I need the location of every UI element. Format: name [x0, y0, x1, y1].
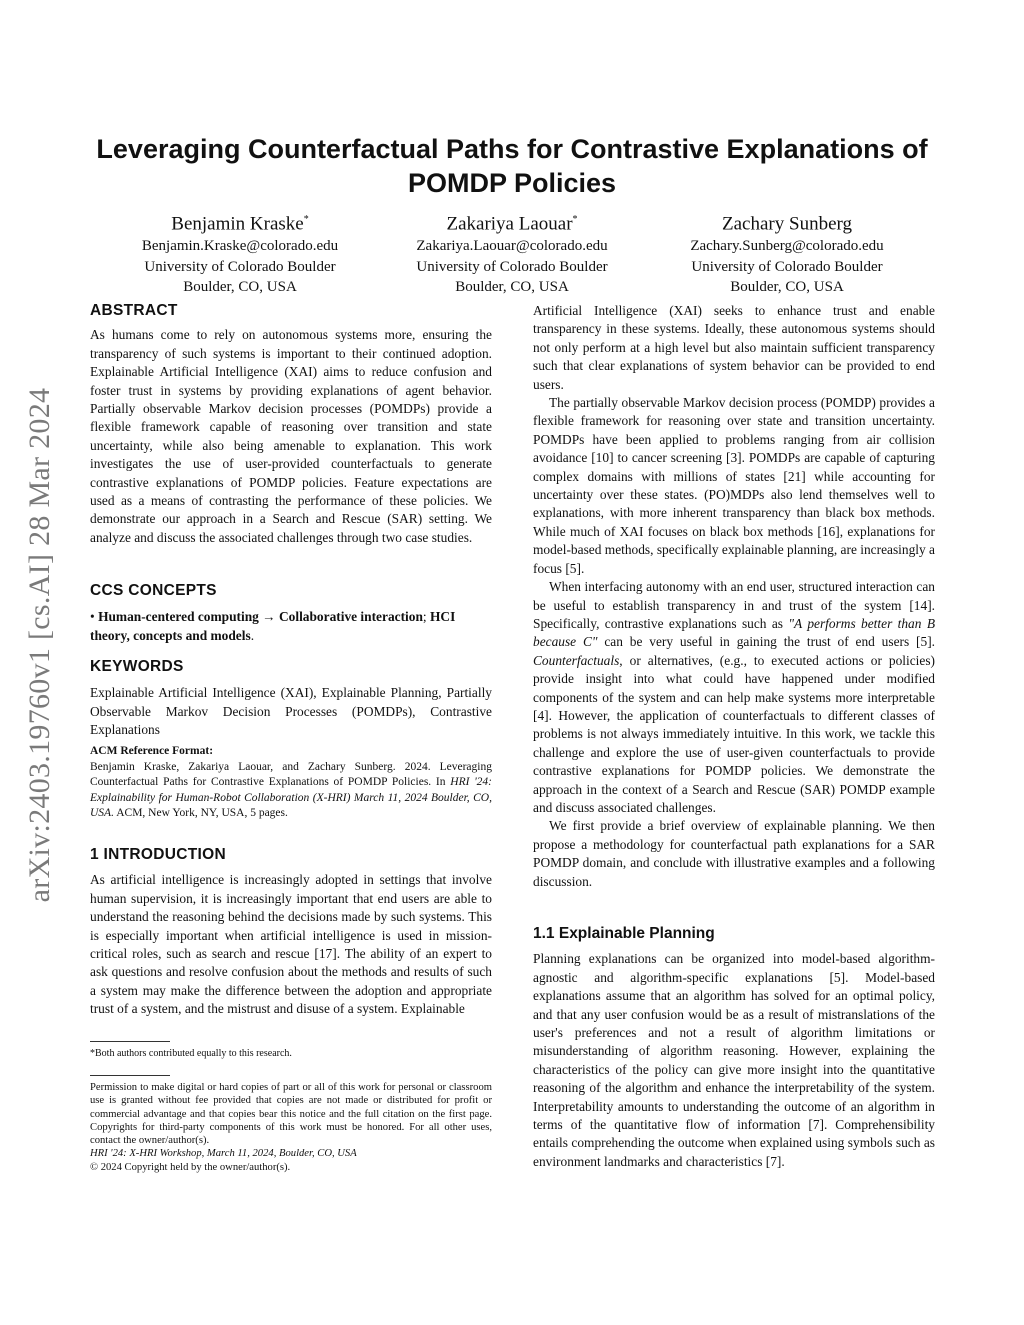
- right-paragraph-1: Artificial Intelligence (XAI) seeks to enhance trust and enable transparency in these systems. Ideally, these autonomous systems should not only perform at a high level but also maintain sufficient transparency such that clear explanations of system behavior can be provided to end users.: [533, 303, 935, 392]
- right-paragraph-4: We first provide a brief overview of explainable planning. We then propose a methodology for counterfactual path explanations for a SAR POMDP domain, and conclude with illustrative examples and a following discussion.: [533, 818, 935, 889]
- author-email: Zachary.Sunberg@colorado.edu: [690, 238, 884, 255]
- abstract-text: As humans come to rely on autonomous systems more, ensuring the transparency of such systems is important to their continued adoption. Explainable Artificial Intelligence (XAI) aims to reduce confusion and foster trust in systems by providing explanations of agent behavior. Partially observable Markov decision processes (POMDPs) provide a flexible framework capable of reasoning over transition and state uncertainty, while also being amenable to explanation. This work investigates the use of user-provided counterfactuals to generate contrastive explanations of POMDP policies. Feature expectations are used as a means of contrasting the performance of these policies. We demonstrate our approach in a Search and Rescue (SAR) setting. We analyze and discuss the associated challenges through two case studies.: [90, 327, 492, 545]
- acm-reference-heading: ACM Reference Format:: [90, 745, 214, 757]
- right-paragraph-3: When interfacing autonomy with an end user, structured interaction can be useful to establish transparency in and trust of the system [14]. Specifically, contrastive explanations such as "A performs better than B because C" can be very useful in gaining the trust of end users [5]. Counterfactuals, or alternatives, (e.g., to executed actions or policies) provide insight into what could have happened under modified components of the system and can help make systems more interpretable [4]. However, the application of counterfactuals to different classes of problems is not always immediately intuitive. In this work, we tackle this challenge and explore the use of user-given counterfactuals to provide contrastive explanations for POMDP policies. We demonstrate the approach in the context of a Search and Rescue (SAR) POMDP example and discuss associated challenges.: [533, 579, 935, 815]
- author-location: Boulder, CO, USA: [730, 279, 844, 296]
- footnote-area: [90, 1041, 492, 1062]
- left-column: [90, 302, 492, 1302]
- permission-block: [90, 1075, 492, 1174]
- right-column: [533, 302, 935, 1302]
- footnote-rule: [90, 1041, 170, 1042]
- ccs-section: [90, 582, 492, 645]
- introduction-heading: 1 INTRODUCTION: [90, 846, 226, 863]
- intro-continued: [533, 302, 935, 891]
- subsection-heading: 1.1 Explainable Planning: [533, 925, 715, 942]
- author-mark: *: [303, 214, 309, 225]
- arxiv-stamp: arXiv:2403.19760v1 [cs.AI] 28 Mar 2024: [23, 387, 56, 903]
- introduction-section: [90, 846, 492, 1019]
- author-affiliation: University of Colorado Boulder: [416, 258, 608, 275]
- author-email: Zakariya.Laouar@colorado.edu: [416, 238, 608, 255]
- keywords-heading: KEYWORDS: [90, 658, 184, 675]
- ccs-text: • Human-centered computing → Collaborative interaction; HCI theory, concepts and models.: [90, 609, 456, 643]
- author-name: Benjamin Kraske: [171, 213, 304, 235]
- title-line-1: Leveraging Counterfactual Paths for Contrastive Explanations of: [96, 134, 928, 164]
- introduction-paragraph: As artificial intelligence is increasingly adopted in settings that involve human supervision, it is increasingly important that end users are able to understand the reasoning behind the decisions made by such systems. This is especially important when artificial intelligence is used in mission-critical roles, such as search and rescue [17]. The ability of an expert to ask questions and resolve confusion about the methods and results of such a system may make the difference between the adoption and appropriate trust of a system, and the mistrust and disuse of a system. Explainable: [90, 872, 492, 1017]
- author-3: [637, 208, 937, 298]
- title-line-2: POMDP Policies: [407, 168, 617, 198]
- author-affiliation: University of Colorado Boulder: [691, 258, 883, 275]
- author-name: Zachary Sunberg: [722, 213, 852, 235]
- author-email: Benjamin.Kraske@colorado.edu: [141, 238, 339, 255]
- footnote-text: *Both authors contributed equally to this research.: [90, 1048, 292, 1059]
- abstract-section: [90, 302, 492, 547]
- right-paragraph-2: The partially observable Markov decision process (POMDP) provides a flexible framework for reasoning over state and transition uncertainty. POMDPs have been applied to problems ranging from air collision avoidance [10] to cancer screening [3]. POMDPs are capable of capturing complex domains with millions of states [21] while accounting for uncertainty over these states. (PO)MDPs also lend themselves well to explanations, with more inherent transparency than black box methods. While much of XAI focuses on black box methods [16], explanations for model-based methods, specifically explainable planning, are increasingly a focus [5].: [533, 395, 935, 576]
- copyright-text: © 2024 Copyright held by the owner/author(s).: [90, 1161, 291, 1173]
- explainable-planning-section: [533, 925, 935, 1171]
- permission-venue: HRI '24: X-HRI Workshop, March 11, 2024, Boulder, CO, USA: [90, 1148, 357, 1160]
- paper-title: [80, 132, 944, 200]
- author-affiliation: University of Colorado Boulder: [144, 258, 336, 275]
- keywords-section: [90, 658, 492, 740]
- author-name: Zakariya Laouar: [446, 213, 573, 235]
- acm-reference: [90, 744, 492, 822]
- ccs-heading: CCS CONCEPTS: [90, 582, 217, 599]
- author-2: [362, 208, 662, 298]
- permission-rule: [90, 1075, 170, 1076]
- abstract-heading: ABSTRACT: [90, 302, 178, 319]
- author-location: Boulder, CO, USA: [183, 279, 297, 296]
- acm-reference-text: Benjamin Kraske, Zakariya Laouar, and Zachary Sunberg. 2024. Leveraging Counterfactual Paths for Contrastive Explanations of POMDP Policies. In HRI '24: Explainability for Human-Robot Collaboration (X-HRI) March 11, 2024 Boulder, CO, USA. ACM, New York, NY, USA, 5 pages.: [90, 760, 493, 820]
- author-mark: *: [572, 214, 578, 225]
- author-1: [90, 208, 390, 298]
- permission-text: Permission to make digital or hard copies of part or all of this work for personal or classroom use is granted without fee provided that copies are not made or distributed for profit or commercial advantage and that copies bear this notice and the full citation on the first page. Copyrights for third-party components of this work must be honored. For all other uses, contact the owner/author(s).: [90, 1082, 492, 1147]
- keywords-text: Explainable Artificial Intelligence (XAI), Explainable Planning, Partially Observable Markov Decision Processes (POMDPs), Contrastive Explanations: [90, 685, 492, 738]
- author-location: Boulder, CO, USA: [455, 279, 569, 296]
- explainable-planning-paragraph: Planning explanations can be organized into model-based algorithm-agnostic and algorithm-specific explanations [5]. Model-based explanations assume that an algorithm has solved for an optimal policy, and that any user confusion would be as a result of mistranslations of the user's preferences and not a result of algorithm limitations or misunderstanding of algorithm reasoning. However, explaining the characteristics of the policy can give more insight into the quantitative reasoning of the algorithm and enhance the interpretability of the system. Interpretability amounts to understanding the outcome of an algorithm in terms of the quantitative flow of information [7]. Comprehensibility entails comprehending the outcome when explained using symbols such as environment landmarks and characteristics [7].: [533, 951, 935, 1169]
